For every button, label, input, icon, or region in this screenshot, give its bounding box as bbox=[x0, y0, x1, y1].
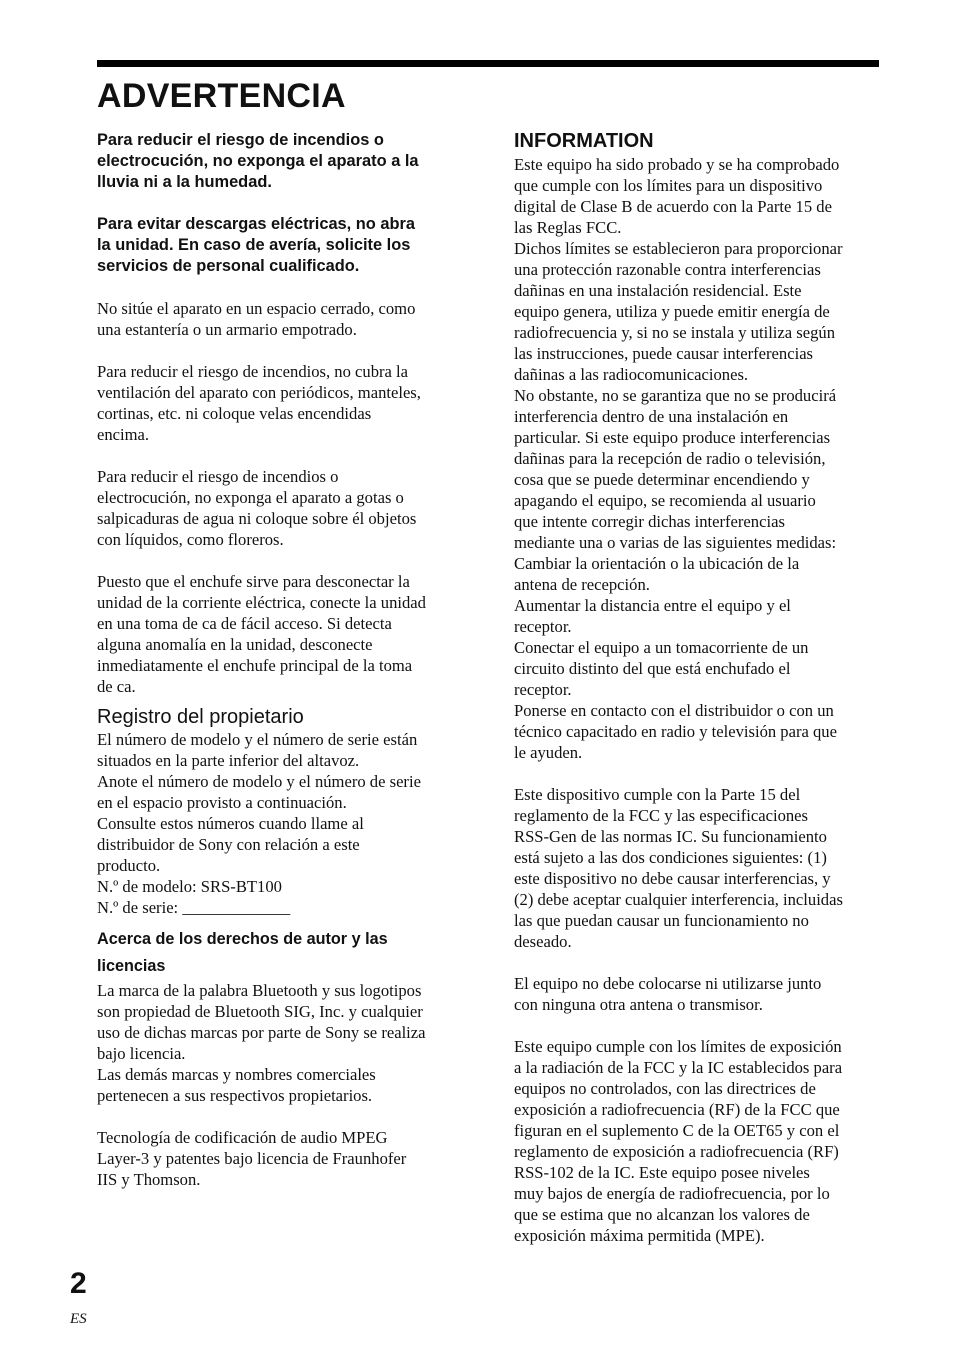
page-number: 2 bbox=[70, 1267, 87, 1300]
paragraph-fcc: Este equipo ha sido probado y se ha comprobado que cumple con los límites para un dispositivo digital de Clase B de acuerdo con la Parte 15 de las Reglas FCC. Dichos límites se establecieron para proporcionar una protección razonable contra interferencias dañinas en una instalación residencial. Este equipo genera, utiliza y puede emitir energía de radiofrecuencia y, si no se instala y utiliza según las instrucciones, puede causar interferencias dañinas a las radiocomunicaciones. No obstante, no se garantiza que no se producirá interferencia dentro de una instalación en particular. Si este equipo produce interferencias dañinas para la recepción de radio o televisión, cosa que se puede determinar encendiendo y apagando el equipo, se recomienda al usuario que intente corregir dichas interferencias mediante una o varias de las siguientes medidas: Cambiar la orientación o la ubicación de la antena de recepción. Aumentar la distancia entre el equipo y el receptor. Conectar el equipo a un tomacorriente de un circuito distinto del que está enchufado el receptor. Ponerse en contacto con el distribuidor o con un técnico capacitado en radio y televisión para que le ayuden. bbox=[514, 155, 843, 762]
heading-registro: Registro del propietario bbox=[97, 706, 304, 728]
heading-acerca: Acerca de los derechos de autor y las licencias bbox=[97, 930, 388, 975]
paragraph-placement: No sitúe el aparato en un espacio cerrado, como una estantería o un armario empotrado. bbox=[97, 299, 416, 339]
paragraph-mpeg: Tecnología de codificación de audio MPEG Layer-3 y patentes bajo licencia de Fraunhofer IIS y Thomson. bbox=[97, 1128, 407, 1189]
paragraph-plug: Puesto que el enchufe sirve para desconectar la unidad de la corriente eléctrica, conecte la unidad en una toma de ca de fácil acceso. Si detecta alguna anomalía en la unidad, desconecte inmediatamente el enchufe principal de la toma de ca. bbox=[97, 572, 426, 696]
paragraph-registro: El número de modelo y el número de serie están situados en la parte inferior del altavoz. Anote el número de modelo y el número de serie en el espacio provisto a continuación. Consulte estos números cuando llame al distribuidor de Sony con relación a este producto. N.º de modelo: SRS-BT100 N.º de serie: _____________ bbox=[97, 730, 421, 917]
header-rule bbox=[97, 60, 879, 67]
warning-fire: Para reducir el riesgo de incendios o electrocución, no exponga el aparato a la lluvia ni a la humedad. bbox=[97, 131, 419, 191]
language-code: ES bbox=[70, 1311, 87, 1327]
paragraph-liquids: Para reducir el riesgo de incendios o electrocución, no exponga el aparato a gotas o salpicaduras de agua ni coloque sobre él objetos con líquidos, como floreros. bbox=[97, 467, 417, 549]
paragraph-ventilation: Para reducir el riesgo de incendios, no cubra la ventilación del aparato con periódicos, manteles, cortinas, etc. ni coloque velas encendidas encima. bbox=[97, 362, 421, 444]
paragraph-part15: Este dispositivo cumple con la Parte 15 del reglamento de la FCC y las especificaciones RSS-Gen de las normas IC. Su funcionamiento está sujeto a las dos condiciones siguientes: (1) este dispositivo no debe causar interferencias, y (2) debe aceptar cualquier interferencia, incluidas las que puedan causar un funcionamiento no deseado. bbox=[514, 785, 843, 951]
paragraph-bluetooth: La marca de la palabra Bluetooth y sus logotipos son propiedad de Bluetooth SIG, Inc. y cualquier uso de dichas marcas por parte de Sony se realiza bajo licencia. Las demás marcas y nombres comerciales pertenecen a sus respectivos propietarios. bbox=[97, 981, 426, 1105]
right-column bbox=[514, 128, 882, 1246]
paragraph-rf-exposure: Este equipo cumple con los límites de exposición a la radiación de la FCC y la IC establecidos para equipos no controlados, con las directrices de exposición a radiofrecuencia (RF) de la FCC que figuran en el suplemento C de la OET65 y con el reglamento de exposición a radiofrecuencia (RF) RSS-102 de la IC. Este equipo posee niveles muy bajos de energía de radiofrecuencia, por lo que se estima que no alcanzan los valores de exposición máxima permitida (MPE). bbox=[514, 1037, 843, 1245]
heading-information: INFORMATION bbox=[514, 130, 654, 152]
warning-shock: Para evitar descargas eléctricas, no abra la unidad. En caso de avería, solicite los servicios de personal cualificado. bbox=[97, 215, 415, 275]
paragraph-antenna: El equipo no debe colocarse ni utilizarse junto con ninguna otra antena o transmisor. bbox=[514, 974, 822, 1014]
left-column bbox=[97, 130, 467, 1190]
page-title: ADVERTENCIA bbox=[97, 77, 346, 115]
